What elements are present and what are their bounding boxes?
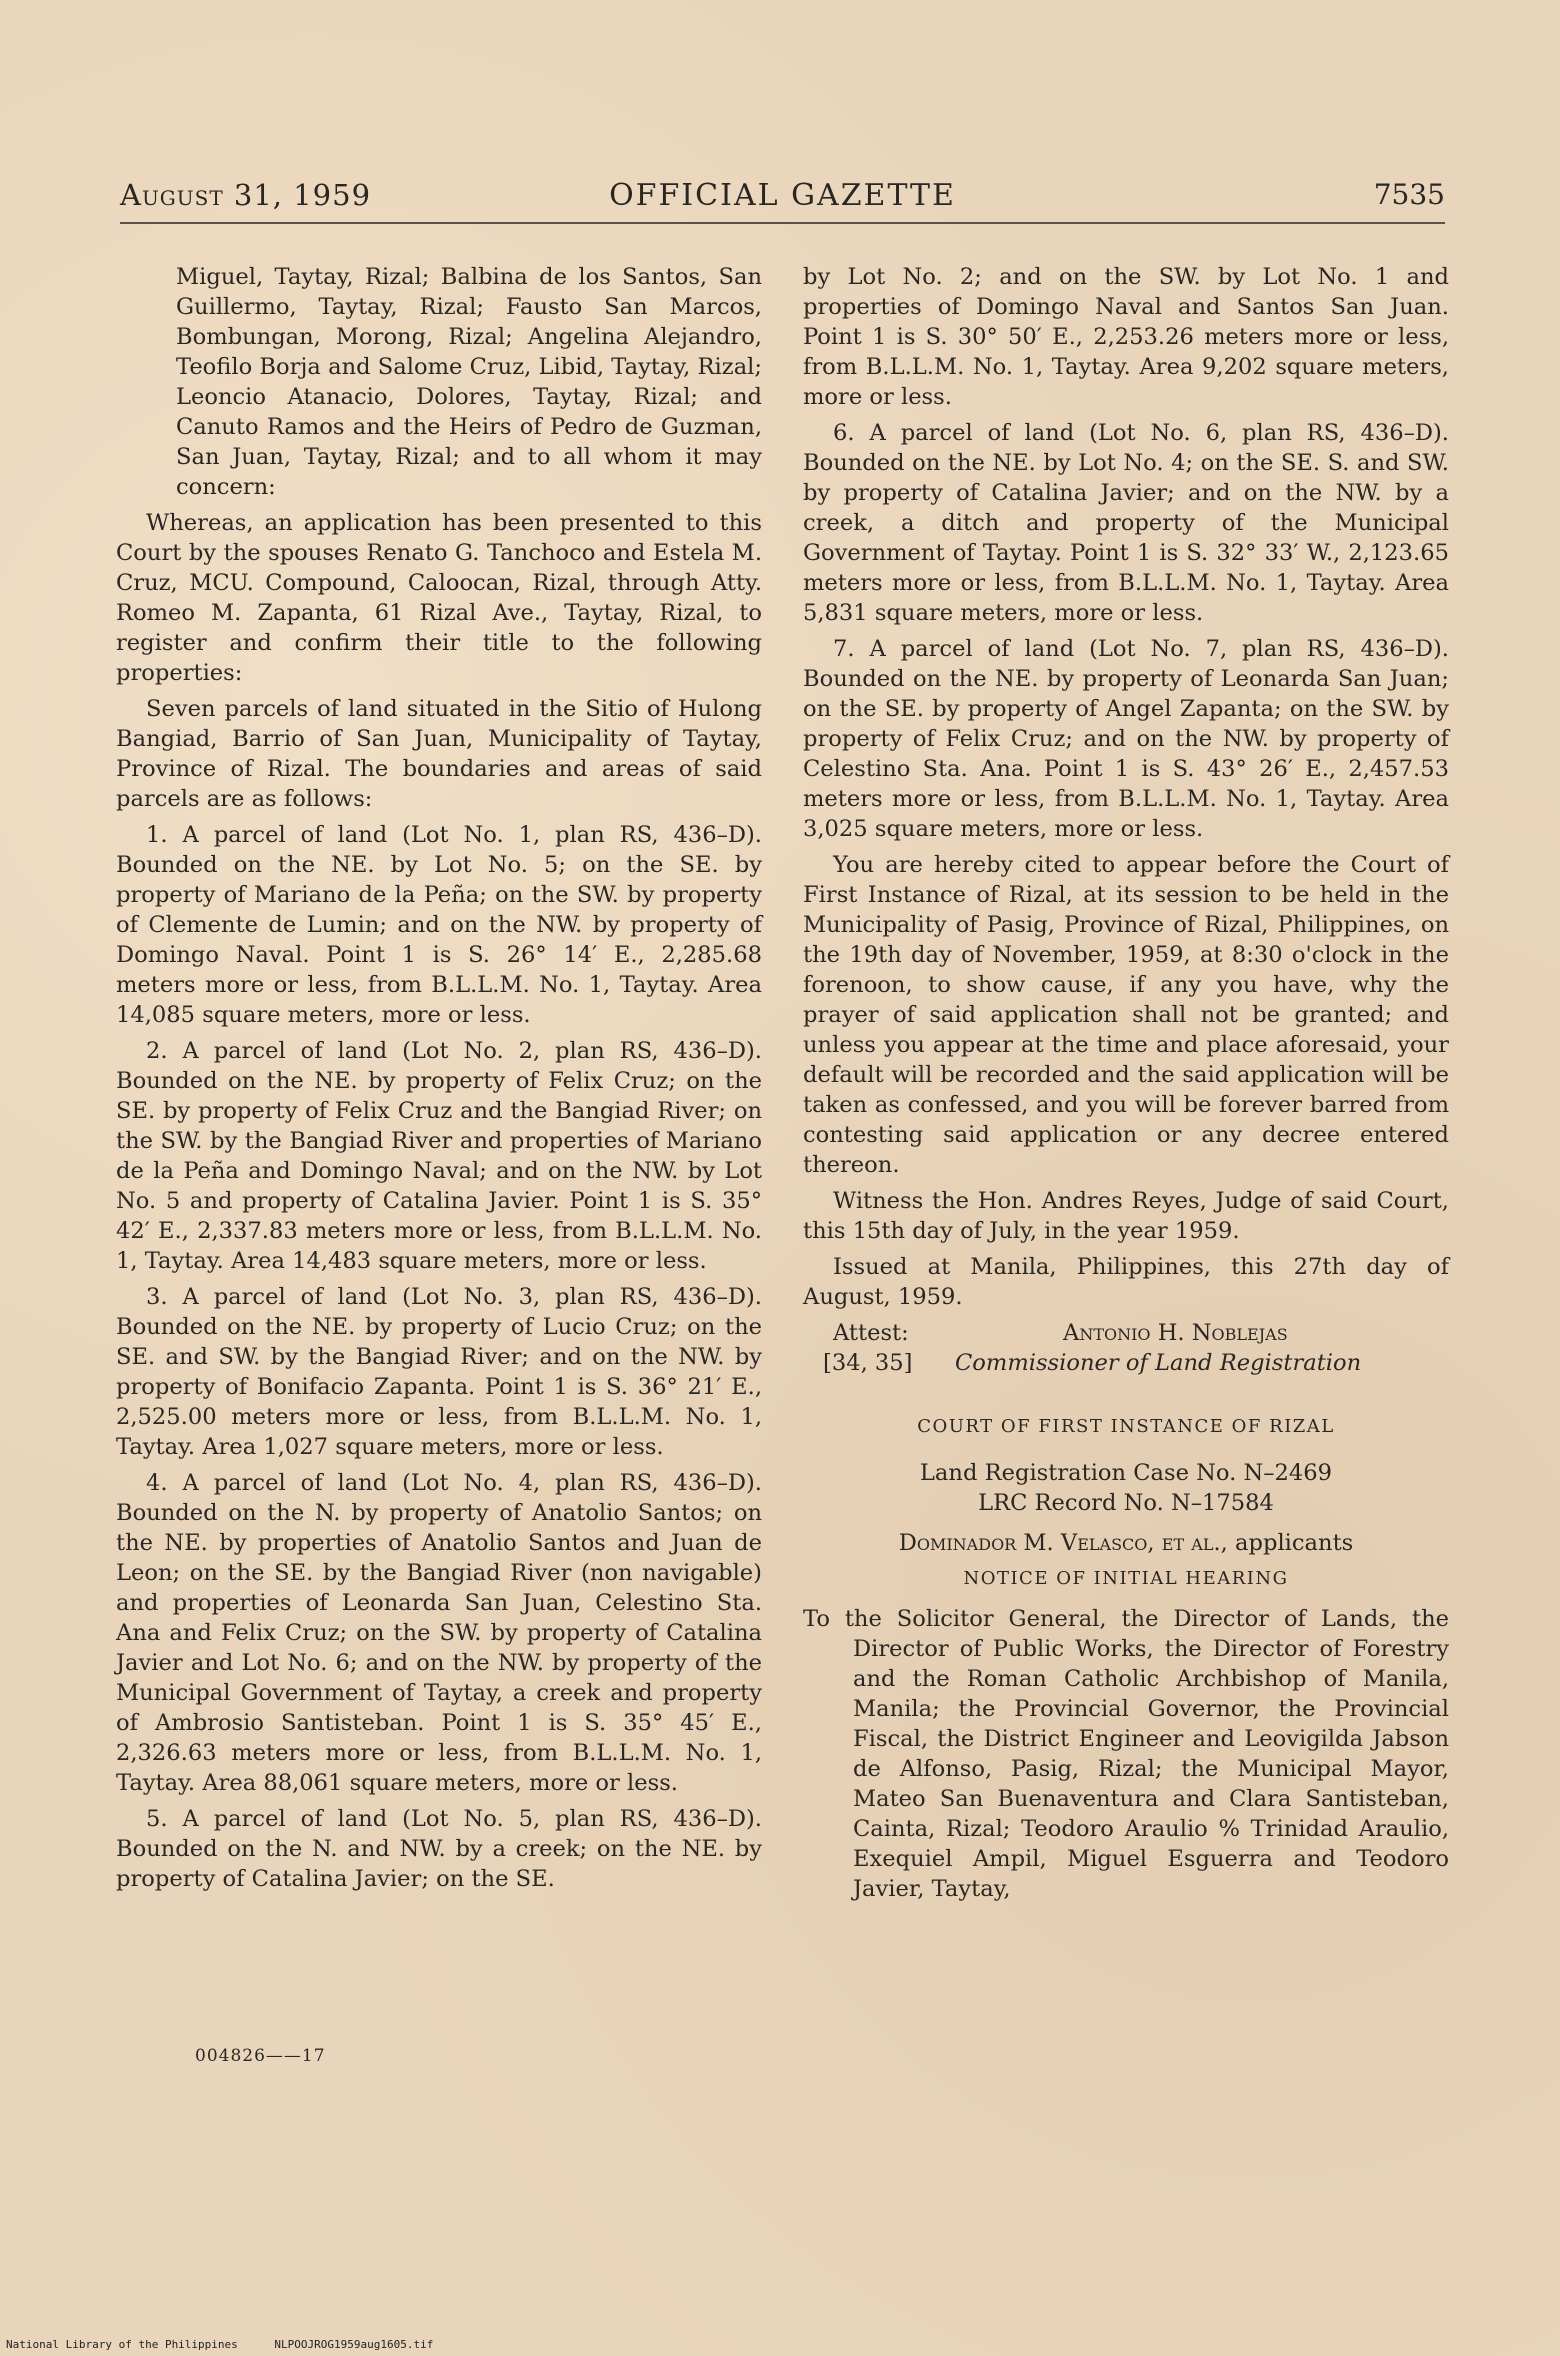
parcel-1: 1. A parcel of land (Lot No. 1, plan RS, 436–D). Bounded on the NE. by Lot No. 5; on the SE. by property of Mariano de la Peña; on the SW. by property of Clemente de Lumin; and on the NW. by property of Domingo Naval. Point 1 is S. 26° 14′ E., 2,285.68 meters more or less, from B.L.L.M. No. 1, Taytay. Area 14,085 square meters, more or less. — [116, 822, 762, 1028]
print-code: 004826——17 — [195, 2046, 326, 2066]
header-title: OFFICIAL GAZETTE — [609, 178, 956, 213]
whereas-paragraph: Whereas, an application has been presented to this Court by the spouses Renato G. Tanchoco and Estela M. Cruz, MCU. Compound, Caloocan, Rizal, through Atty. Romeo M. Zapanta, 61 Rizal Ave., Taytay, Rizal, to register and confirm their title to the following properties: — [116, 510, 762, 686]
attest-title: Commissioner of Land Registration — [955, 1350, 1362, 1376]
parcel-4: 4. A parcel of land (Lot No. 4, plan RS, 436–D). Bounded on the N. by property of Anatolio Santos; on the NE. by properties of Anatolio Santos and Juan de Leon; on the SE. by the Bangiad River (non navigable) and properties of Leonarda San Juan, Celestino Sta. Ana and Felix Cruz; on the SW. by property of Catalina Javier and Lot No. 6; and on the NW. by property of the Municipal Government of Taytay, a creek and property of Ambrosio Santisteban. Point 1 is S. 35° 45′ E., 2,326.63 meters more or less, from B.L.L.M. No. 1, Taytay. Area 88,061 square meters, more or less. — [116, 1470, 762, 1796]
scan-footer — [0, 2338, 1560, 2351]
intro-continued: Miguel, Taytay, Rizal; Balbina de los Santos, San Guillermo, Taytay, Rizal; Fausto San Marcos, Bombungan, Morong, Rizal; Angelina Alejandro, Teofilo Borja and Salome Cruz, Libid, Taytay, Rizal; Leoncio Atanacio, Dolores, Taytay, Rizal; and Canuto Ramos and the Heirs of Pedro de Guzman, San Juan, Taytay, Rizal; and to all whom it may concern: — [176, 264, 762, 500]
attest-ref: [34, 35] — [823, 1350, 913, 1376]
attest-label: Attest: — [833, 1320, 909, 1346]
parcel-5-end: by Lot No. 2; and on the SW. by Lot No. 1 and properties of Domingo Naval and Santos San Juan. Point 1 is S. 30° 50′ E., 2,253.26 meters more or less, from B.L.L.M. No. 1, Taytay. Area 9,202 square meters, more or less. — [803, 264, 1449, 410]
applicants-name: Dominador M. Velasco, et al., — [898, 1530, 1228, 1556]
scan-file: NLPOOJROG1959aug1605.tif — [274, 2338, 434, 2351]
parcel-7: 7. A parcel of land (Lot No. 7, plan RS, 436–D). Bounded on the NE. by property of Leonarda San Juan; on the SE. by property of Angel Zapanta; on the SW. by property of Felix Cruz; and on the NW. by property of Celestino Sta. Ana. Point 1 is S. 43° 26′ E., 2,457.53 meters more or less, from B.L.L.M. No. 1, Taytay. Area 3,025 square meters, more or less. — [803, 636, 1449, 842]
right-column — [803, 262, 1449, 1910]
parcel-5-start: 5. A parcel of land (Lot No. 5, plan RS, 436–D). Bounded on the N. and NW. by a creek; on the NE. by property of Catalina Javier; on the SE. — [116, 1806, 762, 1892]
case-number: Land Registration Case No. N–2469 — [919, 1460, 1333, 1486]
court-heading: COURT OF FIRST INSTANCE OF RIZAL — [917, 1416, 1335, 1437]
applicants-line — [803, 1528, 1449, 1558]
header-page-number: 7535 — [1373, 178, 1445, 211]
seven-parcels-paragraph: Seven parcels of land situated in the Sitio of Hulong Bangiad, Barrio of San Juan, Municipality of Taytay, Province of Rizal. The boundaries and areas of said parcels are as follows: — [116, 696, 762, 812]
issued-paragraph: Issued at Manila, Philippines, this 27th day of August, 1959. — [803, 1254, 1449, 1310]
parcel-3: 3. A parcel of land (Lot No. 3, plan RS, 436–D). Bounded on the NE. by property of Lucio Cruz; on the SE. and SW. by the Bangiad River; and on the NW. by property of Bonifacio Zapanta. Point 1 is S. 36° 21′ E., 2,525.00 meters more or less, from B.L.L.M. No. 1, Taytay. Area 1,027 square meters, more or less. — [116, 1284, 762, 1460]
scan-library: National Library of the Philippines — [6, 2338, 238, 2351]
attest-block — [803, 1318, 1449, 1378]
to-recipients: To the Solicitor General, the Director of Lands, the Director of Public Works, the Director of Forestry and the Roman Catholic Archbishop of Manila, Manila; the Provincial Governor, the Provincial Fiscal, the District Engineer and Leovigilda Jabson de Alfonso, Pasig, Rizal; the Municipal Mayor, Mateo San Buenaventura and Clara Santisteban, Cainta, Rizal; Teodoro Araulio % Trinidad Araulio, Exequiel Ampil, Miguel Esguerra and Teodoro Javier, Taytay, — [803, 1606, 1449, 1902]
notice-heading: NOTICE OF INITIAL HEARING — [963, 1568, 1289, 1589]
witness-paragraph: Witness the Hon. Andres Reyes, Judge of said Court, this 15th day of July, in the year 1959. — [803, 1188, 1449, 1244]
applicants-suffix: applicants — [1235, 1530, 1354, 1556]
lrc-record: LRC Record No. N–17584 — [978, 1490, 1274, 1516]
attest-name: Antonio H. Noblejas — [1063, 1320, 1288, 1346]
left-column — [116, 262, 762, 1900]
parcel-2: 2. A parcel of land (Lot No. 2, plan RS, 436–D). Bounded on the NE. by property of Felix Cruz; on the SE. by property of Felix Cruz and the Bangiad River; on the SW. by the Bangiad River and properties of Mariano de la Peña and Domingo Naval; and on the NW. by Lot No. 5 and property of Catalina Javier. Point 1 is S. 35° 42′ E., 2,337.83 meters more or less, from B.L.L.M. No. 1, Taytay. Area 14,483 square meters, more or less. — [116, 1038, 762, 1274]
page-header — [120, 178, 1445, 224]
header-date: August 31, 1959 — [120, 178, 372, 212]
cited-paragraph: You are hereby cited to appear before the Court of First Instance of Rizal, at its session to be held in the Municipality of Pasig, Province of Rizal, Philippines, on the 19th day of November, 1959, at 8:30 o'clock in the forenoon, to show cause, if any you have, why the prayer of said application shall not be granted; and unless you appear at the time and place aforesaid, your default will be recorded and the said application will be taken as confessed, and you will be forever barred from contesting said application or any decree entered thereon. — [803, 852, 1449, 1178]
parcel-6: 6. A parcel of land (Lot No. 6, plan RS, 436–D). Bounded on the NE. by Lot No. 4; on the SE. S. and SW. by property of Catalina Javier; and on the NW. by a creek, a ditch and property of the Municipal Government of Taytay. Point 1 is S. 32° 33′ W., 2,123.65 meters more or less, from B.L.L.M. No. 1, Taytay. Area 5,831 square meters, more or less. — [803, 420, 1449, 626]
